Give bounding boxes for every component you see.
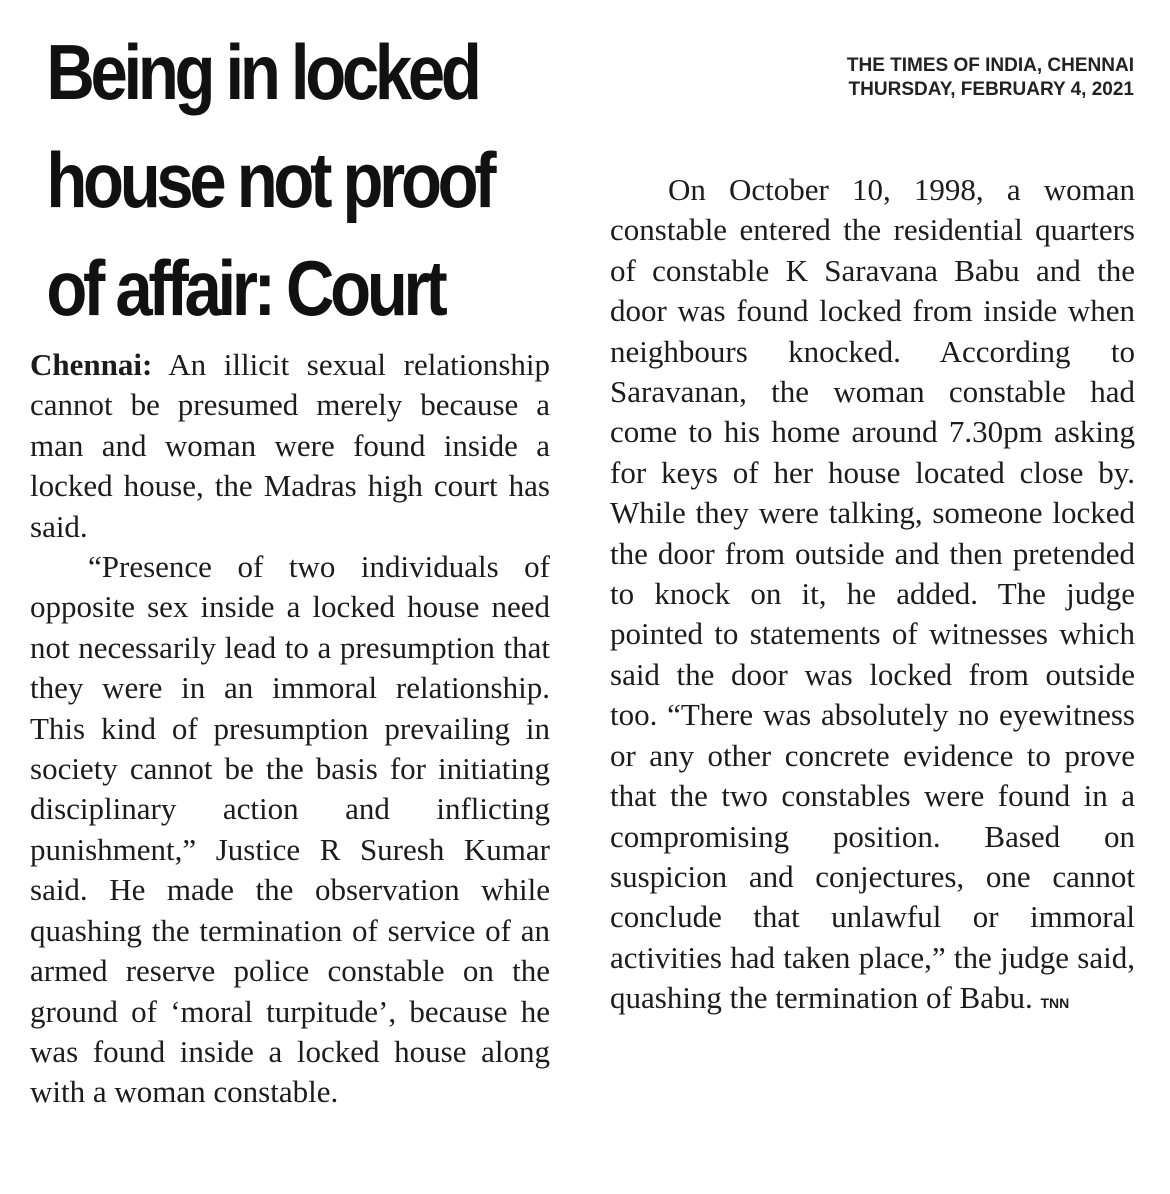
article-column-left	[30, 345, 550, 1113]
paragraph-1-text: An illicit sexual relationship cannot be presumed merely because a man and woman were found inside a locked house, the Madras high court has said.	[30, 347, 550, 544]
paragraph-3-text: On October 10, 1998, a woman constable entered the residential quarters of constable K Saravana Babu and the door was found locked from inside when neighbours knocked. According to Saravanan, the woman constable had come to his home around 7.30pm asking for keys of her house located close by. While they were talking, someone locked the door from outside and then pretended to knock on it, he added. The judge pointed to statements of witnesses which said the door was locked from outside too. “There was absolutely no eyewitness or any other concrete evidence to prove that the two constables were found in a compromising position. Based on suspicion and conjectures, one cannot conclude that unlawful or immoral activities had taken place,” the judge said, quashing the termination of Babu.	[610, 172, 1135, 1016]
headline	[24, 18, 562, 342]
publication-name: THE TIMES OF INDIA, CHENNAI	[846, 55, 1134, 76]
headline-block	[24, 18, 552, 342]
headline-line-3: of affair: Court	[46, 244, 444, 332]
headline-line-1: Being in locked	[46, 28, 478, 116]
article-paragraph-1	[30, 345, 550, 547]
news-agency-credit: TNN	[1040, 995, 1070, 1012]
masthead	[847, 54, 1134, 102]
article-paragraph-2: “Presence of two individuals of opposite sex inside a locked house need not necessarily lead to a presumption that they were in an immoral relationship. This kind of presumption prevailing in society cannot be the basis for initiating disciplinary action and inflicting punishment,” Justice R Suresh Kumar said. He made the observation while quashing the termination of service of an armed reserve police constable on the ground of ‘moral turpitude’, because he was found inside a locked house along with a woman constable.	[30, 549, 550, 1110]
article-column-right	[610, 170, 1135, 1024]
publication-date: THURSDAY, FEBRUARY 4, 2021	[848, 79, 1134, 100]
dateline: Chennai:	[30, 347, 153, 382]
article-paragraph-3	[610, 170, 1135, 1024]
headline-line-2: house not proof	[46, 136, 493, 224]
